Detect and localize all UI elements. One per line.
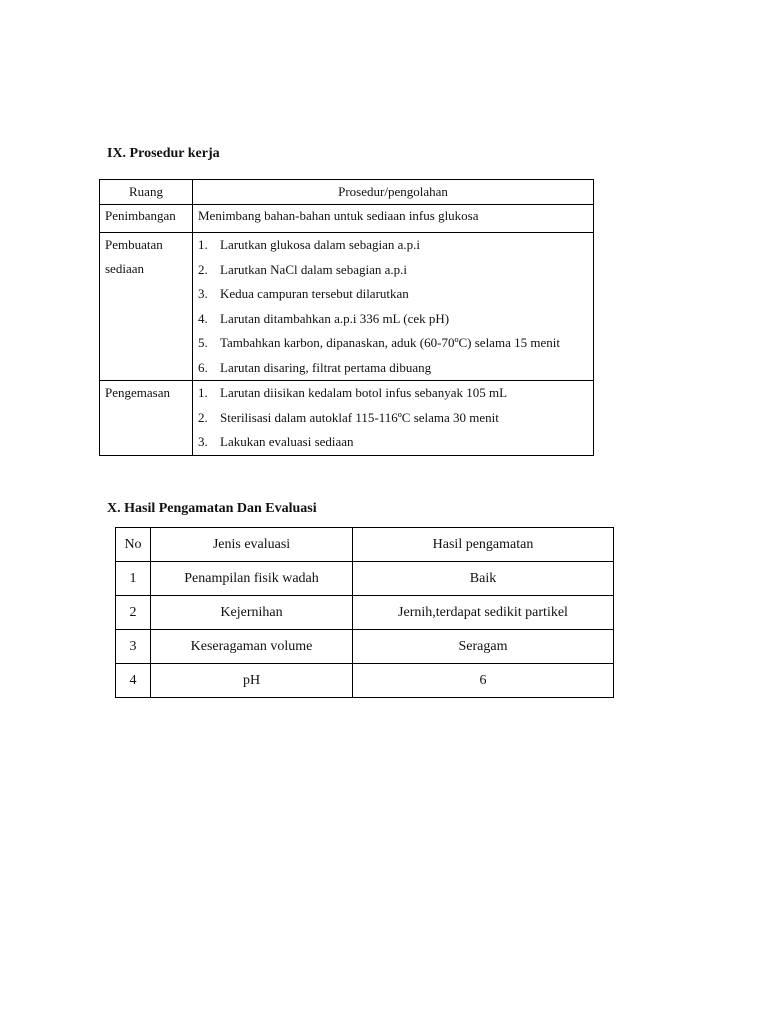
list-item xyxy=(198,233,593,258)
room-label: Pengemasan xyxy=(105,385,170,400)
procedure-cell xyxy=(193,205,594,233)
procedure-text: Menimbang bahan-bahan untuk sediaan infus glukosa xyxy=(198,208,479,223)
list-item xyxy=(198,258,593,283)
room-cell xyxy=(100,205,193,233)
header-no: No xyxy=(116,528,151,562)
room-label: sediaan xyxy=(105,261,144,276)
list-item xyxy=(198,307,593,332)
evaluation-table xyxy=(115,527,614,698)
procedure-table xyxy=(99,179,594,456)
step-text: Larutan diisikan kedalam botol infus sebanyak 105 mL xyxy=(220,385,508,400)
list-item xyxy=(198,282,593,307)
list-item xyxy=(198,356,593,381)
evaluation-type: pH xyxy=(151,664,353,698)
table-row xyxy=(100,205,594,233)
table-header-row xyxy=(100,180,594,205)
evaluation-result: Seragam xyxy=(353,630,614,664)
step-text: Kedua campuran tersebut dilarutkan xyxy=(220,286,409,301)
step-text: Larutkan glukosa dalam sebagian a.p.i xyxy=(220,237,420,252)
header-type: Jenis evaluasi xyxy=(151,528,353,562)
table-row xyxy=(116,664,614,698)
table-row xyxy=(116,562,614,596)
room-cell xyxy=(100,233,193,381)
header-result: Hasil pengamatan xyxy=(353,528,614,562)
step-text: Tambahkan karbon, dipanaskan, aduk (60-70ºC) selama 15 menit xyxy=(220,335,560,350)
procedure-cell xyxy=(193,233,594,381)
procedure-cell xyxy=(193,381,594,456)
step-number: 3. xyxy=(198,434,208,449)
header-procedure: Prosedur/pengolahan xyxy=(193,180,594,205)
list-item xyxy=(198,430,593,455)
step-number: 6. xyxy=(198,359,208,375)
step-number: 4. xyxy=(198,310,208,326)
list-item xyxy=(198,331,593,356)
step-number: 3. xyxy=(198,286,208,301)
step-list xyxy=(198,381,593,455)
evaluation-result: 6 xyxy=(353,664,614,698)
list-item xyxy=(198,381,593,406)
step-text: Larutan disaring, filtrat pertama dibuang xyxy=(220,359,432,375)
step-text: Sterilisasi dalam autoklaf 115-116ºC selama 30 menit xyxy=(220,409,499,425)
step-text: Larutan ditambahkan a.p.i 336 mL (cek pH) xyxy=(220,310,450,326)
step-text: Larutkan NaCl dalam sebagian a.p.i xyxy=(220,261,407,277)
room-label: Pembuatan xyxy=(105,237,163,252)
table-header-row xyxy=(116,528,614,562)
room-cell xyxy=(100,381,193,456)
step-list xyxy=(198,233,593,380)
evaluation-type: Keseragaman volume xyxy=(151,630,353,664)
row-number: 2 xyxy=(116,596,151,630)
table-row xyxy=(100,381,594,456)
row-number: 1 xyxy=(116,562,151,596)
section-9-title: IX. Prosedur kerja xyxy=(107,146,220,161)
evaluation-type: Penampilan fisik wadah xyxy=(151,562,353,596)
table-row xyxy=(116,596,614,630)
evaluation-result: Baik xyxy=(353,562,614,596)
step-text: Lakukan evaluasi sediaan xyxy=(220,434,354,449)
step-number: 2. xyxy=(198,261,208,277)
row-number: 4 xyxy=(116,664,151,698)
row-number: 3 xyxy=(116,630,151,664)
step-number: 2. xyxy=(198,409,208,425)
table-row xyxy=(116,630,614,664)
header-room: Ruang xyxy=(100,180,193,205)
section-10-title: X. Hasil Pengamatan Dan Evaluasi xyxy=(107,501,317,516)
evaluation-result: Jernih,terdapat sedikit partikel xyxy=(353,596,614,630)
step-number: 1. xyxy=(198,385,208,400)
table-row xyxy=(100,233,594,381)
step-number: 5. xyxy=(198,335,208,350)
room-label: Penimbangan xyxy=(105,208,176,223)
list-item xyxy=(198,406,593,431)
evaluation-type: Kejernihan xyxy=(151,596,353,630)
step-number: 1. xyxy=(198,237,208,252)
